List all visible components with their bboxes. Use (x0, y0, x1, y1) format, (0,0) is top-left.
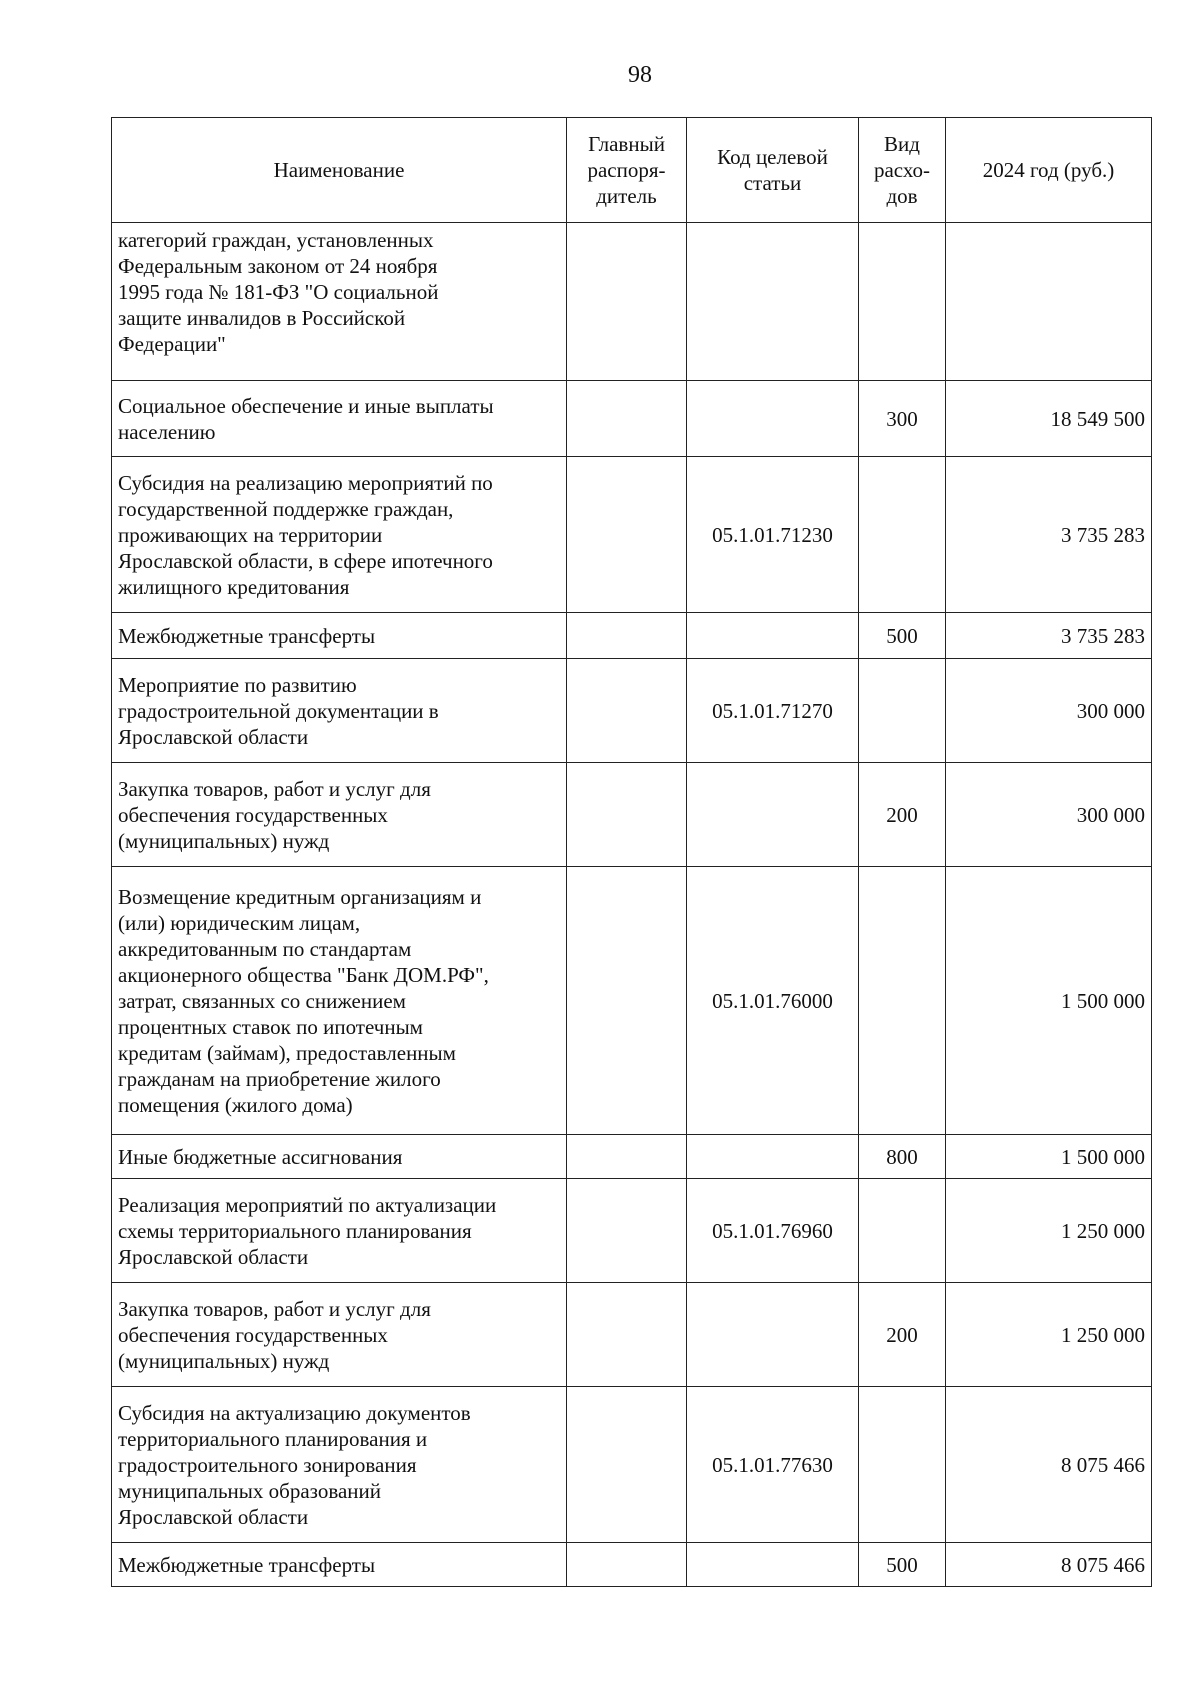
row-name (112, 659, 567, 763)
row-code (687, 1543, 859, 1587)
row-name (112, 1179, 567, 1283)
row-name-text: Возмещение кредитным организациям и (или) юридическим лицам, аккредитованным по стандартам акционерного общества "Банк ДОМ.РФ", затрат, связанных со снижением процентных ставок по ипотечным кредитам (займам), предоставленным гражданам на приобретение жилого помещения (жилого дома) (118, 884, 489, 1117)
row-code (687, 1135, 859, 1179)
table-row (112, 457, 1152, 613)
row-vid (859, 223, 946, 381)
row-code (687, 763, 859, 867)
table-row (112, 1179, 1152, 1283)
header-glavny: Главный распоря-дитель (567, 118, 687, 223)
row-sum (946, 223, 1152, 381)
row-name (112, 223, 567, 381)
row-name (112, 1135, 567, 1179)
row-name (112, 1543, 567, 1587)
row-sum: 300 000 (946, 763, 1152, 867)
row-name (112, 867, 567, 1135)
row-vid: 200 (859, 763, 946, 867)
header-code: Код целевой статьи (687, 118, 859, 223)
table-row (112, 867, 1152, 1135)
row-vid: 200 (859, 1283, 946, 1387)
row-sum: 1 250 000 (946, 1283, 1152, 1387)
row-glavny (567, 1135, 687, 1179)
row-code: 05.1.01.71230 (687, 457, 859, 613)
row-vid: 500 (859, 613, 946, 659)
table-row (112, 1543, 1152, 1587)
row-vid: 500 (859, 1543, 946, 1587)
page-number: 98 (628, 62, 652, 88)
row-glavny (567, 1283, 687, 1387)
row-sum: 1 500 000 (946, 1135, 1152, 1179)
row-glavny (567, 457, 687, 613)
row-name-text: Реализация мероприятий по актуализации схемы территориального планирования Ярославской области (118, 1192, 497, 1269)
row-glavny (567, 223, 687, 381)
row-name-text: Мероприятие по развитию градостроительной документации в Ярославской области (118, 672, 439, 749)
header-sum: 2024 год (руб.) (946, 118, 1152, 223)
row-code (687, 223, 859, 381)
table-row (112, 763, 1152, 867)
row-name-text: Закупка товаров, работ и услуг для обеспечения государственных (муниципальных) нужд (118, 776, 431, 853)
row-name-text: Иные бюджетные ассигнования (118, 1144, 403, 1169)
budget-table (111, 117, 1152, 1587)
table-body (112, 223, 1152, 1587)
table-row (112, 613, 1152, 659)
row-code (687, 1283, 859, 1387)
row-sum: 18 549 500 (946, 381, 1152, 457)
row-sum: 300 000 (946, 659, 1152, 763)
row-name-text: Закупка товаров, работ и услуг для обеспечения государственных (муниципальных) нужд (118, 1296, 431, 1373)
row-name-text: Межбюджетные трансферты (118, 1552, 376, 1577)
row-vid: 300 (859, 381, 946, 457)
row-name (112, 763, 567, 867)
header-name: Наименование (112, 118, 567, 223)
row-name-text: Социальное обеспечение и иные выплаты населению (118, 393, 494, 444)
row-name-text: Субсидия на актуализацию документов территориального планирования и градостроительного зонирования муниципальных образований Ярославской области (118, 1400, 471, 1529)
table-row (112, 223, 1152, 381)
table-row (112, 1135, 1152, 1179)
row-vid (859, 1179, 946, 1283)
table-row (112, 381, 1152, 457)
row-sum: 3 735 283 (946, 457, 1152, 613)
row-glavny (567, 763, 687, 867)
row-sum: 1 500 000 (946, 867, 1152, 1135)
row-glavny (567, 867, 687, 1135)
row-name (112, 457, 567, 613)
row-sum: 8 075 466 (946, 1387, 1152, 1543)
table-row (112, 1387, 1152, 1543)
row-glavny (567, 1179, 687, 1283)
row-code: 05.1.01.71270 (687, 659, 859, 763)
row-name (112, 613, 567, 659)
table-row (112, 1283, 1152, 1387)
row-name (112, 381, 567, 457)
row-name (112, 1387, 567, 1543)
row-name (112, 1283, 567, 1387)
row-glavny (567, 613, 687, 659)
row-sum: 8 075 466 (946, 1543, 1152, 1587)
row-vid (859, 867, 946, 1135)
row-code: 05.1.01.76000 (687, 867, 859, 1135)
row-name-text: категорий граждан, установленных Федеральным законом от 24 ноября 1995 года № 181-ФЗ "О социальной защите инвалидов в Российской Федерации" (118, 228, 439, 356)
table-header (112, 118, 1152, 223)
row-glavny (567, 381, 687, 457)
row-vid (859, 1387, 946, 1543)
row-name-text: Субсидия на реализацию мероприятий по государственной поддержке граждан, проживающих на территории Ярославской области, в сфере ипотечного жилищного кредитования (118, 470, 493, 599)
row-vid (859, 659, 946, 763)
row-glavny (567, 1387, 687, 1543)
row-glavny (567, 659, 687, 763)
header-vid: Вид расхо-дов (859, 118, 946, 223)
header-row (112, 118, 1152, 223)
row-sum: 3 735 283 (946, 613, 1152, 659)
row-name-text: Межбюджетные трансферты (118, 623, 376, 648)
row-code: 05.1.01.77630 (687, 1387, 859, 1543)
row-code: 05.1.01.76960 (687, 1179, 859, 1283)
table-row (112, 659, 1152, 763)
row-vid: 800 (859, 1135, 946, 1179)
row-glavny (567, 1543, 687, 1587)
row-sum: 1 250 000 (946, 1179, 1152, 1283)
row-code (687, 613, 859, 659)
row-vid (859, 457, 946, 613)
row-code (687, 381, 859, 457)
